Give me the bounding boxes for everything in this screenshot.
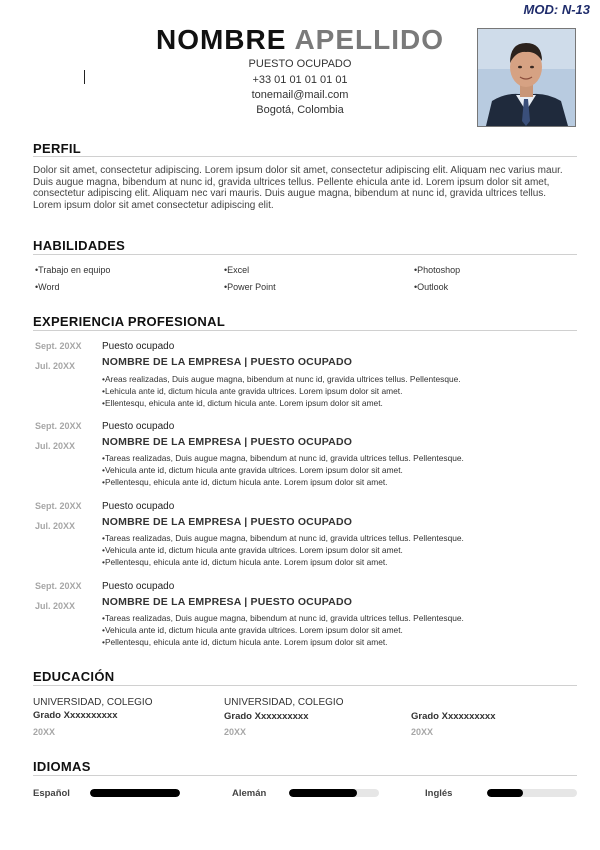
job-task: • Lehicula ante id, dictum hicula ante gravida ultrices. Lorem ipsum dolor sit amet. xyxy=(102,386,402,396)
education-degree: Grado Xxxxxxxxxx xyxy=(224,711,309,722)
job-start-date: Sept. 20XX xyxy=(35,341,82,351)
skill-item: • Photoshop xyxy=(414,265,460,275)
divider xyxy=(33,156,577,157)
profile-line: Dolor sit amet, consectetur adipiscing. Lorem ipsum dolor sit amet, consectetur adipiscing elit. Aliquam nec varius maur. xyxy=(33,165,563,176)
job-task: • Pellentesqu, ehicula ante id, dictum hicula ante. Lorem ipsum dolor sit amet. xyxy=(102,477,388,487)
job-title: Puesto ocupado xyxy=(102,581,175,592)
job-start-date: Sept. 20XX xyxy=(35,581,82,591)
education-school: UNIVERSIDAD, COLEGIO xyxy=(33,697,153,708)
job-task: • Vehicula ante id, dictum hicula ante gravida ultrices. Lorem ipsum dolor sit amet. xyxy=(102,465,403,475)
language-level-bar xyxy=(487,789,577,797)
divider xyxy=(33,254,577,255)
section-title-educacion: EDUCACIÓN xyxy=(33,669,115,684)
last-name: APELLIDO xyxy=(294,24,444,55)
education-school: UNIVERSIDAD, COLEGIO xyxy=(224,697,344,708)
job-task: • Tareas realizadas, Duis augue magna, bibendum at nunc id, gravida ultrices tellus. Pellentesque. xyxy=(102,453,464,463)
job-task: • Areas realizadas, Duis augue magna, bibendum at nunc id, gravida ultrices tellus. Pellentesque. xyxy=(102,374,461,384)
section-title-experiencia: EXPERIENCIA PROFESIONAL xyxy=(33,314,226,329)
language-level-fill xyxy=(90,789,180,797)
job-end-date: Jul. 20XX xyxy=(35,441,76,451)
company-name: NOMBRE DE LA EMPRESA | PUESTO OCUPADO xyxy=(102,356,353,368)
profile-summary xyxy=(33,165,581,211)
model-label: MOD: N-13 xyxy=(523,2,590,17)
company-name: NOMBRE DE LA EMPRESA | PUESTO OCUPADO xyxy=(102,516,353,528)
profile-line: consectetur adipiscing elit. Aliquam nec vari mauris. Duis augue magna, bibendum at nunc id, gravida ultrices tellus. xyxy=(33,188,547,200)
education-degree: Grado Xxxxxxxxxx xyxy=(33,710,118,721)
skill-item: • Word xyxy=(35,282,60,292)
skill-item: • Trabajo en equipo xyxy=(35,265,110,275)
education-year: 20XX xyxy=(224,727,247,737)
language-level-bar xyxy=(289,789,379,797)
education-year: 20XX xyxy=(33,727,56,737)
job-task: • Vehicula ante id, dictum hicula ante gravida ultrices. Lorem ipsum dolor sit amet. xyxy=(102,545,403,555)
job-title: Puesto ocupado xyxy=(102,421,175,432)
skill-item: • Excel xyxy=(224,265,249,275)
language-level-fill xyxy=(289,789,357,797)
job-task: • Tareas realizadas, Duis augue magna, bibendum at nunc id, gravida ultrices tellus. Pellentesque. xyxy=(102,533,464,543)
section-title-perfil: PERFIL xyxy=(33,141,82,156)
first-name: NOMBRE xyxy=(155,24,287,55)
divider xyxy=(33,330,577,331)
text-cursor xyxy=(84,70,85,84)
divider xyxy=(33,685,577,686)
company-name: NOMBRE DE LA EMPRESA | PUESTO OCUPADO xyxy=(102,596,353,608)
job-end-date: Jul. 20XX xyxy=(35,521,76,531)
language-level-fill xyxy=(487,789,523,797)
phone-number: +33 01 01 01 01 01 xyxy=(252,74,348,86)
company-name: NOMBRE DE LA EMPRESA | PUESTO OCUPADO xyxy=(102,436,353,448)
location: Bogotá, Colombia xyxy=(256,104,344,116)
job-task: • Tareas realizadas, Duis augue magna, bibendum at nunc id, gravida ultrices tellus. Pellentesque. xyxy=(102,613,464,623)
skill-item: • Outlook xyxy=(414,282,448,292)
language-level-bar xyxy=(90,789,180,797)
job-end-date: Jul. 20XX xyxy=(35,361,76,371)
language-name: Español xyxy=(33,788,70,799)
language-name: Alemán xyxy=(232,788,267,799)
job-title: Puesto ocupado xyxy=(102,341,175,352)
education-degree: Grado Xxxxxxxxxx xyxy=(411,711,496,722)
skill-item: • Power Point xyxy=(224,282,276,292)
language-name: Inglés xyxy=(425,788,453,799)
job-start-date: Sept. 20XX xyxy=(35,421,82,431)
job-task: • Ellentesqu, ehicula ante id, dictum hicula ante. Lorem ipsum dolor sit amet. xyxy=(102,398,383,408)
job-task: • Vehicula ante id, dictum hicula ante gravida ultrices. Lorem ipsum dolor sit amet. xyxy=(102,625,403,635)
profile-line: Duis augue magna, bibendum at nunc id, gravida ultrices tellus. Pellente ehicula ante id. Lorem ipsum dolor sit amet, xyxy=(33,176,550,188)
profile-photo xyxy=(477,28,576,127)
job-end-date: Jul. 20XX xyxy=(35,601,76,611)
position-title: PUESTO OCUPADO xyxy=(248,58,352,70)
section-title-habilidades: HABILIDADES xyxy=(33,238,126,253)
profile-line: Lorem ipsum dolor sit amet consectetur adipiscing elit. xyxy=(33,199,274,211)
job-task: • Pellentesqu, ehicula ante id, dictum hicula ante. Lorem ipsum dolor sit amet. xyxy=(102,557,388,567)
job-title: Puesto ocupado xyxy=(102,501,175,512)
section-title-idiomas: IDIOMAS xyxy=(33,759,91,774)
email-address: tonemail@mail.com xyxy=(251,89,349,101)
divider xyxy=(33,775,577,776)
job-task: • Pellentesqu, ehicula ante id, dictum hicula ante. Lorem ipsum dolor sit amet. xyxy=(102,637,388,647)
job-start-date: Sept. 20XX xyxy=(35,501,82,511)
education-year: 20XX xyxy=(411,727,434,737)
